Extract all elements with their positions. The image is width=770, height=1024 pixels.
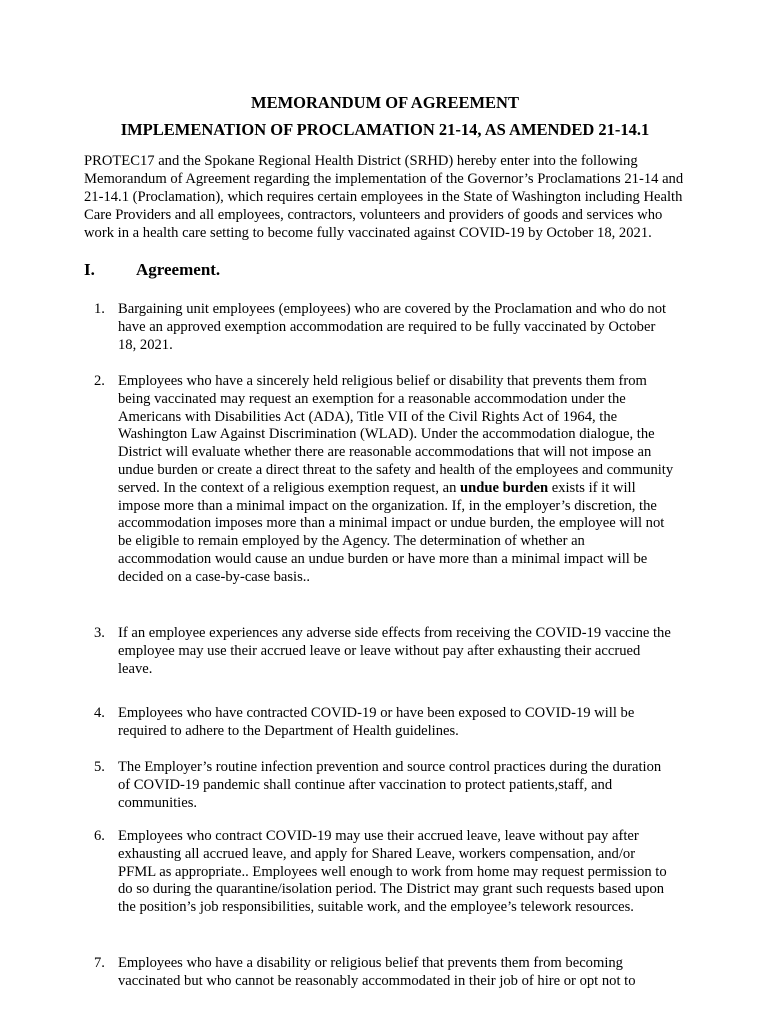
list-item-text-part: Employees who have a sincerely held religious belief or disability that prevents them from being vaccinated may request an exemption for a reasonable accommodation under the Americans with Disabilities Act (ADA), Title VII of the Civil Rights Act of 1964, the Washington Law Against Discrimination (WLAD). Under the accommodation dialogue, the District will evaluate whether there are reasonable accommodations that will not impose an undue burden or create a direct threat to the safety and health of the employees and community served. In the context of a religious exemption request, an: [118, 373, 674, 496]
list-item: [94, 625, 674, 678]
list-item-number: 5.: [94, 759, 105, 775]
section-title: Agreement.: [136, 260, 221, 279]
list-item-number: 4.: [94, 705, 105, 721]
list-item-number: 2.: [94, 373, 105, 389]
list-item-text: The Employer’s routine infection prevention and source control practices during the duration of COVID-19 pandemic shall continue after vaccination to protect patients,staff, and communities.: [118, 759, 662, 811]
document-subtitle: IMPLEMENATION OF PROCLAMATION 21-14, AS AMENDED 21-14.1: [120, 120, 650, 139]
list-item: [94, 373, 674, 587]
undue-burden-term: undue burden: [460, 479, 549, 496]
list-item: [94, 828, 674, 917]
list-item-text: If an employee experiences any adverse side effects from receiving the COVID-19 vaccine the employee may use their accrued leave or leave without pay after exhausting their accrued leave.: [118, 625, 671, 677]
list-item-text-part: exists if it will impose more than a minimal impact on the organization. If, in the employer’s discretion, the accommodation imposes more than a minimal impact or undue burden, the employee will not be eligible to remain employed by the Agency. The determination of whether an accommodation would cause an undue burden or have more than a minimal impact will be decided on a case-by-case basis..: [118, 479, 665, 585]
list-item-text: [118, 373, 674, 587]
list-item: [94, 301, 674, 354]
list-item-number: 7.: [94, 955, 105, 971]
document-title: MEMORANDUM OF AGREEMENT: [251, 93, 519, 112]
list-item: [94, 759, 674, 812]
section-heading: [84, 259, 220, 281]
list-item-text: Employees who have contracted COVID-19 or have been exposed to COVID-19 will be required to adhere to the Department of Health guidelines.: [118, 705, 635, 739]
list-item-number: 6.: [94, 828, 105, 844]
list-item-number: 1.: [94, 301, 105, 317]
list-item: [94, 705, 674, 741]
list-item-text: Bargaining unit employees (employees) who are covered by the Proclamation and who do not have an approved exemption accommodation are required to be fully vaccinated by October 18, 2021.: [118, 301, 667, 353]
intro-paragraph: PROTEC17 and the Spokane Regional Health District (SRHD) hereby enter into the following Memorandum of Agreement regarding the implementation of the Governor’s Proclamations 21-14 and 21-14.1 (Proclamation), which requires certain employees in the State of Washington including Health Care Providers and all employees, contractors, volunteers and providers of goods and services who work in a health care setting to become fully vaccinated against COVID-19 by October 18, 2021.: [84, 153, 684, 241]
list-item-text: Employees who have a disability or religious belief that prevents them from becoming vaccinated but who cannot be reasonably accommodated in their job of hire or opt not to: [118, 955, 636, 989]
section-number: I.: [84, 260, 95, 279]
list-item: [94, 955, 674, 991]
list-item-number: 3.: [94, 625, 105, 641]
list-item-text: Employees who contract COVID-19 may use their accrued leave, leave without pay after exhausting all accrued leave, and apply for Shared Leave, workers compensation, and/or PFML as appropriate.. Employees well enough to work from home may request permission to do so during the quarantine/isolation period. The District may grant such requests based upon the position’s job responsibilities, suitable work, and the employee’s telework resources.: [118, 828, 667, 916]
